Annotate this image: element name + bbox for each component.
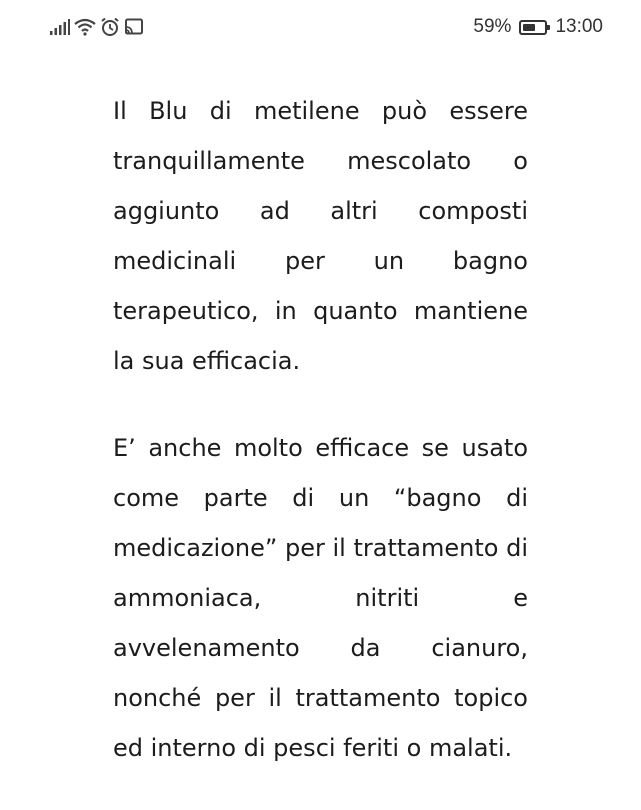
battery-level-fill (523, 24, 535, 31)
alarm-icon (100, 17, 120, 37)
paragraph-1: Il Blu di metilene può essere tranquillamente mescolato o aggiunto ad altri composti medicinali per un bagno terapeutico, in quanto mantiene la sua efficacia. (113, 97, 528, 375)
status-bar (0, 0, 641, 56)
battery-icon (519, 20, 547, 35)
battery-percent: 59% (473, 16, 512, 37)
article-body (113, 86, 528, 810)
signal-icon (50, 19, 70, 35)
wifi-icon (74, 18, 96, 36)
clock: 13:00 (555, 16, 603, 37)
status-icons-left (50, 15, 144, 39)
paragraph-2: E’ anche molto efficace se usato come parte di un “bagno di medicazione” per il trattamento di ammoniaca, nitriti e avvelenamento da cianuro, nonché per il trattamento topico ed interno di pesci feriti o malati. (113, 434, 528, 762)
cast-icon (124, 18, 144, 36)
status-icons-right (473, 15, 603, 39)
